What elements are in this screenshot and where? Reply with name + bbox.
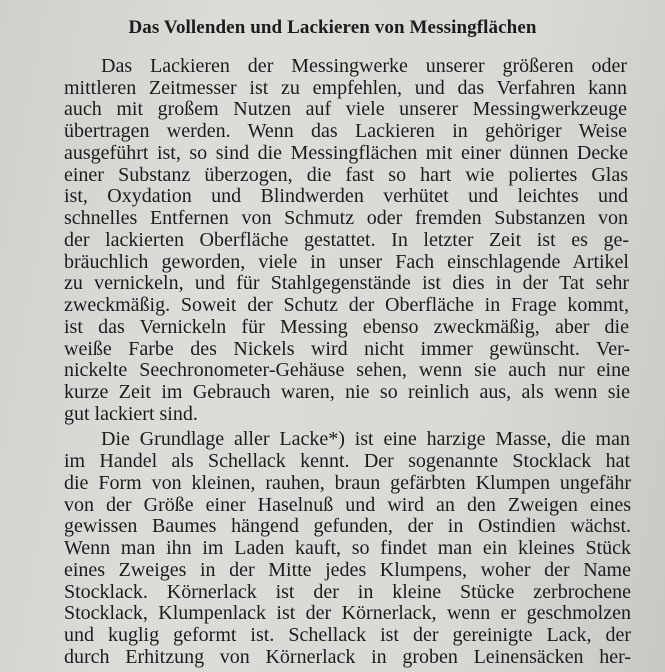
text-line: die Form von kleinen, rauhen, braun gefärbten Klumpen ungefähr	[64, 471, 631, 494]
text-line: auch mit großem Nutzen auf viele unserer Messingwerkzeuge	[64, 98, 627, 121]
text-line: weiße Farbe des Nickels wird nicht immer gewünscht. Ver-	[64, 337, 630, 360]
text-line: Stocklack. Körnerlack ist der in kleine Stücke zerbrochene	[64, 580, 631, 603]
text-line: nickelte Seechronometer-Gehäuse sehen, wenn sie auch nur eine	[64, 359, 630, 382]
text-line: schnelles Entfernen von Schmutz oder fremden Substanzen von	[64, 207, 628, 230]
text-line: übertragen werden. Wenn das Lackieren in gehöriger Weise	[64, 120, 627, 143]
text-line: und kuglig geformt ist. Schellack ist der gereinigte Lack, der	[64, 624, 631, 647]
page-title: Das Vollenden und Lackieren von Messingflächen	[128, 17, 537, 38]
text-line: gut lackiert sind.	[64, 402, 198, 425]
text-line: eines Zweiges in der Mitte jedes Klumpens, woher der Name	[64, 558, 631, 581]
text-line: ist, Oxydation und Blindwerden verhütet und leichtes und	[64, 185, 628, 208]
text-line: mittleren Zeitmesser ist zu empfehlen, und das Verfahren kann	[64, 76, 627, 99]
text-line: Die Grundlage aller Lacke*) ist eine harzige Masse, die man	[101, 428, 630, 451]
text-line: gewissen Baumes hängend gefunden, der in Ostindien wächst.	[64, 515, 631, 538]
text-line: ist das Vernickeln für Messing ebenso zweckmäßig, aber die	[64, 315, 629, 338]
text-line: zu vernickeln, und für Stahlgegenstände ist dies in der Tat sehr	[64, 272, 629, 295]
text-line: der lackierten Oberfläche gestattet. In letzter Zeit ist es ge-	[64, 228, 629, 251]
text-line: einer Substanz überzogen, die fast so hart wie poliertes Glas	[64, 163, 628, 186]
text-line: bräuchlich geworden, viele in unser Fach einschlagende Artikel	[64, 250, 629, 273]
text-line: im Handel als Schellack kennt. Der sogenannte Stocklack hat	[64, 450, 630, 473]
text-line: kurze Zeit im Gebrauch waren, nie so reinlich aus, als wenn sie	[64, 381, 630, 403]
text-line: Stocklack, Klumpenlack ist der Körnerlack, wenn er geschmolzen	[64, 602, 631, 625]
text-line: durch Erhitzung von Körnerlack in groben Leinensäcken her-	[64, 645, 631, 668]
text-line: Das Lackieren der Messingwerke unserer größeren oder	[101, 55, 627, 77]
text-line: zweckmäßig. Soweit der Schutz der Oberfläche in Frage kommt,	[64, 294, 629, 317]
text-line: ausgeführt ist, so sind die Messingflächen mit einer dünnen Decke	[64, 141, 628, 164]
text-line: Wenn man ihn im Laden kauft, so findet man ein kleines Stück	[64, 537, 631, 560]
text-line: von der Größe einer Haselnuß und wird an den Zweigen eines	[64, 493, 631, 516]
